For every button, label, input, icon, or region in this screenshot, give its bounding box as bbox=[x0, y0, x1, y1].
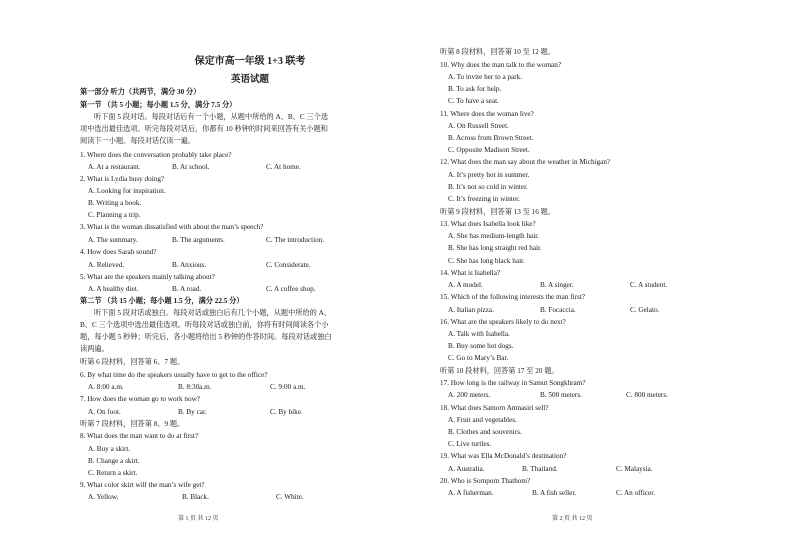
material-6-note: 听第 6 段材料，回答第 6、7 题。 bbox=[80, 358, 185, 366]
material-8-note: 听第 8 段材料，回答第 10 至 12 题。 bbox=[440, 48, 556, 56]
option-1a: A. At a restaurant. bbox=[88, 163, 141, 171]
section2-instruction: 题，每小题 5 秒钟；听完后，各小题将给出 5 秒钟的作答时间。每段对话或独白 bbox=[80, 333, 332, 341]
option-17c: C. 800 meters. bbox=[626, 391, 668, 399]
question-3: 3. What is the woman dissatisfied with about the man’s speech? bbox=[80, 223, 264, 231]
section1-instruction: 阅读下一小题。每段对话仅读一遍。 bbox=[80, 137, 196, 145]
option-12a: A. It’s pretty hot in summer. bbox=[448, 171, 530, 179]
option-9a: A. Yellow. bbox=[88, 493, 119, 501]
section2-instruction: 读两遍。 bbox=[80, 345, 109, 353]
exam-title: 保定市高一年级 1+3 联考 bbox=[194, 56, 306, 67]
option-15c: C. Gelato. bbox=[630, 306, 660, 314]
option-18b: B. Clothes and souvenirs. bbox=[448, 428, 522, 436]
option-19b: B. Thailand. bbox=[522, 465, 558, 473]
section2-instruction: B、C 三个选项中选出最佳选项。听每段对话或独白前，你将有时间阅读各个小 bbox=[80, 321, 329, 329]
option-9b: B. Black. bbox=[182, 493, 209, 501]
question-9: 9. What color skirt will the man’s wife get? bbox=[80, 481, 205, 489]
option-13a: A. She has medium-length hair. bbox=[448, 232, 540, 240]
option-19a: A. Australia. bbox=[448, 465, 485, 473]
option-14c: C. A student. bbox=[630, 281, 668, 289]
option-8c: C. Return a skirt. bbox=[88, 469, 138, 477]
question-2: 2. What is Lydia busy doing? bbox=[80, 175, 165, 183]
option-7c: C. By bike. bbox=[270, 408, 303, 416]
option-18a: A. Fruit and vegetables. bbox=[448, 416, 517, 424]
section1-instruction: 听下面 5 段对话。每段对话后有一个小题，从题中所给的 A、B、C 三个选 bbox=[94, 113, 329, 121]
question-20: 20. Who is Somporn Thathom? bbox=[440, 477, 531, 485]
question-13: 13. What does Isabella look like? bbox=[440, 220, 536, 228]
option-4a: A. Relieved. bbox=[88, 261, 125, 269]
section1-instruction: 项中选出最佳选项。听完每段对话后，你都有 10 秒钟的时间来回答有关小题和 bbox=[80, 125, 328, 133]
option-12b: B. It’s not so cold in winter. bbox=[448, 183, 528, 191]
option-2c: C. Planning a trip. bbox=[88, 211, 141, 219]
option-17b: B. 500 meters. bbox=[540, 391, 582, 399]
question-18: 18. What does Samorn Amnasiri sell? bbox=[440, 404, 549, 412]
question-15: 15. Which of the following interests the man first? bbox=[440, 293, 585, 301]
option-4c: C. Considerate. bbox=[266, 261, 311, 269]
material-9-note: 听第 9 段材料，回答第 13 至 16 题。 bbox=[440, 208, 556, 216]
part1-heading: 第一部分 听力（共两节，满分 30 分） bbox=[80, 88, 201, 96]
question-5: 5. What are the speakers mainly talking about? bbox=[80, 273, 215, 281]
option-8a: A. Buy a skirt. bbox=[88, 445, 131, 453]
option-6c: C. 9:00 a.m. bbox=[270, 383, 306, 391]
question-8: 8. What does the man want to do at first? bbox=[80, 432, 199, 440]
option-13b: B. She has long straight red hair. bbox=[448, 244, 542, 252]
question-7: 7. How does the woman go to work now? bbox=[80, 395, 200, 403]
option-16b: B. Buy some hot dogs. bbox=[448, 342, 514, 350]
page-footer-left: 第 1 页 共 12 页 bbox=[178, 516, 219, 522]
question-4: 4. How does Sarah sound? bbox=[80, 248, 157, 256]
option-4b: B. Anxious. bbox=[172, 261, 207, 269]
question-17: 17. How long is the railway in Samut Songkhram? bbox=[440, 379, 586, 387]
left-column bbox=[80, 0, 420, 550]
option-8b: B. Change a skirt. bbox=[88, 457, 140, 465]
question-1: 1. Where does the conversation probably take place? bbox=[80, 151, 232, 159]
question-16: 16. What are the speakers likely to do next? bbox=[440, 318, 566, 326]
option-12c: C. It’s freezing in winter. bbox=[448, 195, 520, 203]
option-13c: C. She has long black hair. bbox=[448, 257, 525, 265]
question-14: 14. What is Isabella? bbox=[440, 269, 501, 277]
option-11a: A. On Russell Street. bbox=[448, 122, 509, 130]
option-15b: B. Focaccia. bbox=[540, 306, 576, 314]
option-20b: B. A fish seller. bbox=[532, 489, 577, 497]
option-19c: C. Malaysia. bbox=[616, 465, 653, 473]
exam-subtitle: 英语试题 bbox=[230, 75, 269, 85]
option-18c: C. Live turtles. bbox=[448, 440, 492, 448]
option-10b: B. To ask for help. bbox=[448, 85, 502, 93]
question-12: 12. What does the man say about the weather in Michigan? bbox=[440, 158, 611, 166]
option-3c: C. The introduction. bbox=[266, 236, 325, 244]
material-10-note: 听第 10 段材料，回答第 17 至 20 题。 bbox=[440, 367, 559, 375]
question-10: 10. Why does the man talk to the woman? bbox=[440, 61, 562, 69]
option-6b: B. 8:30a.m. bbox=[178, 383, 212, 391]
option-10a: A. To invite her to a park. bbox=[448, 73, 523, 81]
option-2a: A. Looking for inspiration. bbox=[88, 187, 166, 195]
section2-heading: 第二节 （共 15 小题；每小题 1.5 分，满分 22.5 分） bbox=[80, 297, 244, 305]
page-footer-right: 第 2 页 共 12 页 bbox=[552, 516, 593, 522]
option-10c: C. To have a seat. bbox=[448, 97, 499, 105]
question-19: 19. What was Ella McDonald’s destination? bbox=[440, 452, 567, 460]
option-5b: B. A road. bbox=[172, 285, 202, 293]
option-1b: B. At school. bbox=[172, 163, 210, 171]
option-11b: B. Across from Brown Street. bbox=[448, 134, 534, 142]
option-6a: A. 8:00 a.m. bbox=[88, 383, 124, 391]
option-15a: A. Italian pizza. bbox=[448, 306, 494, 314]
option-16a: A. Talk with Isabella. bbox=[448, 330, 510, 338]
section1-heading: 第一节 （共 5 小题；每小题 1.5 分，满分 7.5 分） bbox=[80, 101, 237, 109]
question-6: 6. By what time do the speakers usually have to get to the office? bbox=[80, 371, 268, 379]
option-5c: C. A coffee shop. bbox=[266, 285, 316, 293]
option-2b: B. Writing a book. bbox=[88, 199, 142, 207]
option-5a: A. A healthy diet. bbox=[88, 285, 139, 293]
option-7b: B. By car. bbox=[178, 408, 207, 416]
option-20a: A. A fisherman. bbox=[448, 489, 494, 497]
option-20c: C. An officer. bbox=[616, 489, 655, 497]
option-14a: A. A model. bbox=[448, 281, 483, 289]
option-7a: A. On foot. bbox=[88, 408, 121, 416]
section2-instruction: 听下面 5 段对话或独白。每段对话或独白后有几个小题，从题中所给的 A、 bbox=[94, 309, 331, 317]
option-16c: C. Go to Mary’s Bar. bbox=[448, 354, 509, 362]
option-3b: B. The arguments. bbox=[172, 236, 225, 244]
option-3a: A. The summary. bbox=[88, 236, 138, 244]
question-11: 11. Where does the woman live? bbox=[440, 110, 534, 118]
option-14b: B. A singer. bbox=[540, 281, 574, 289]
material-7-note: 听第 7 段材料，回答第 8、9 题。 bbox=[80, 420, 185, 428]
option-1c: C. At home. bbox=[266, 163, 301, 171]
option-11c: C. Opposite Madison Street. bbox=[448, 146, 530, 154]
option-9c: C. White. bbox=[276, 493, 304, 501]
option-17a: A. 200 meters. bbox=[448, 391, 491, 399]
right-column bbox=[440, 0, 780, 550]
